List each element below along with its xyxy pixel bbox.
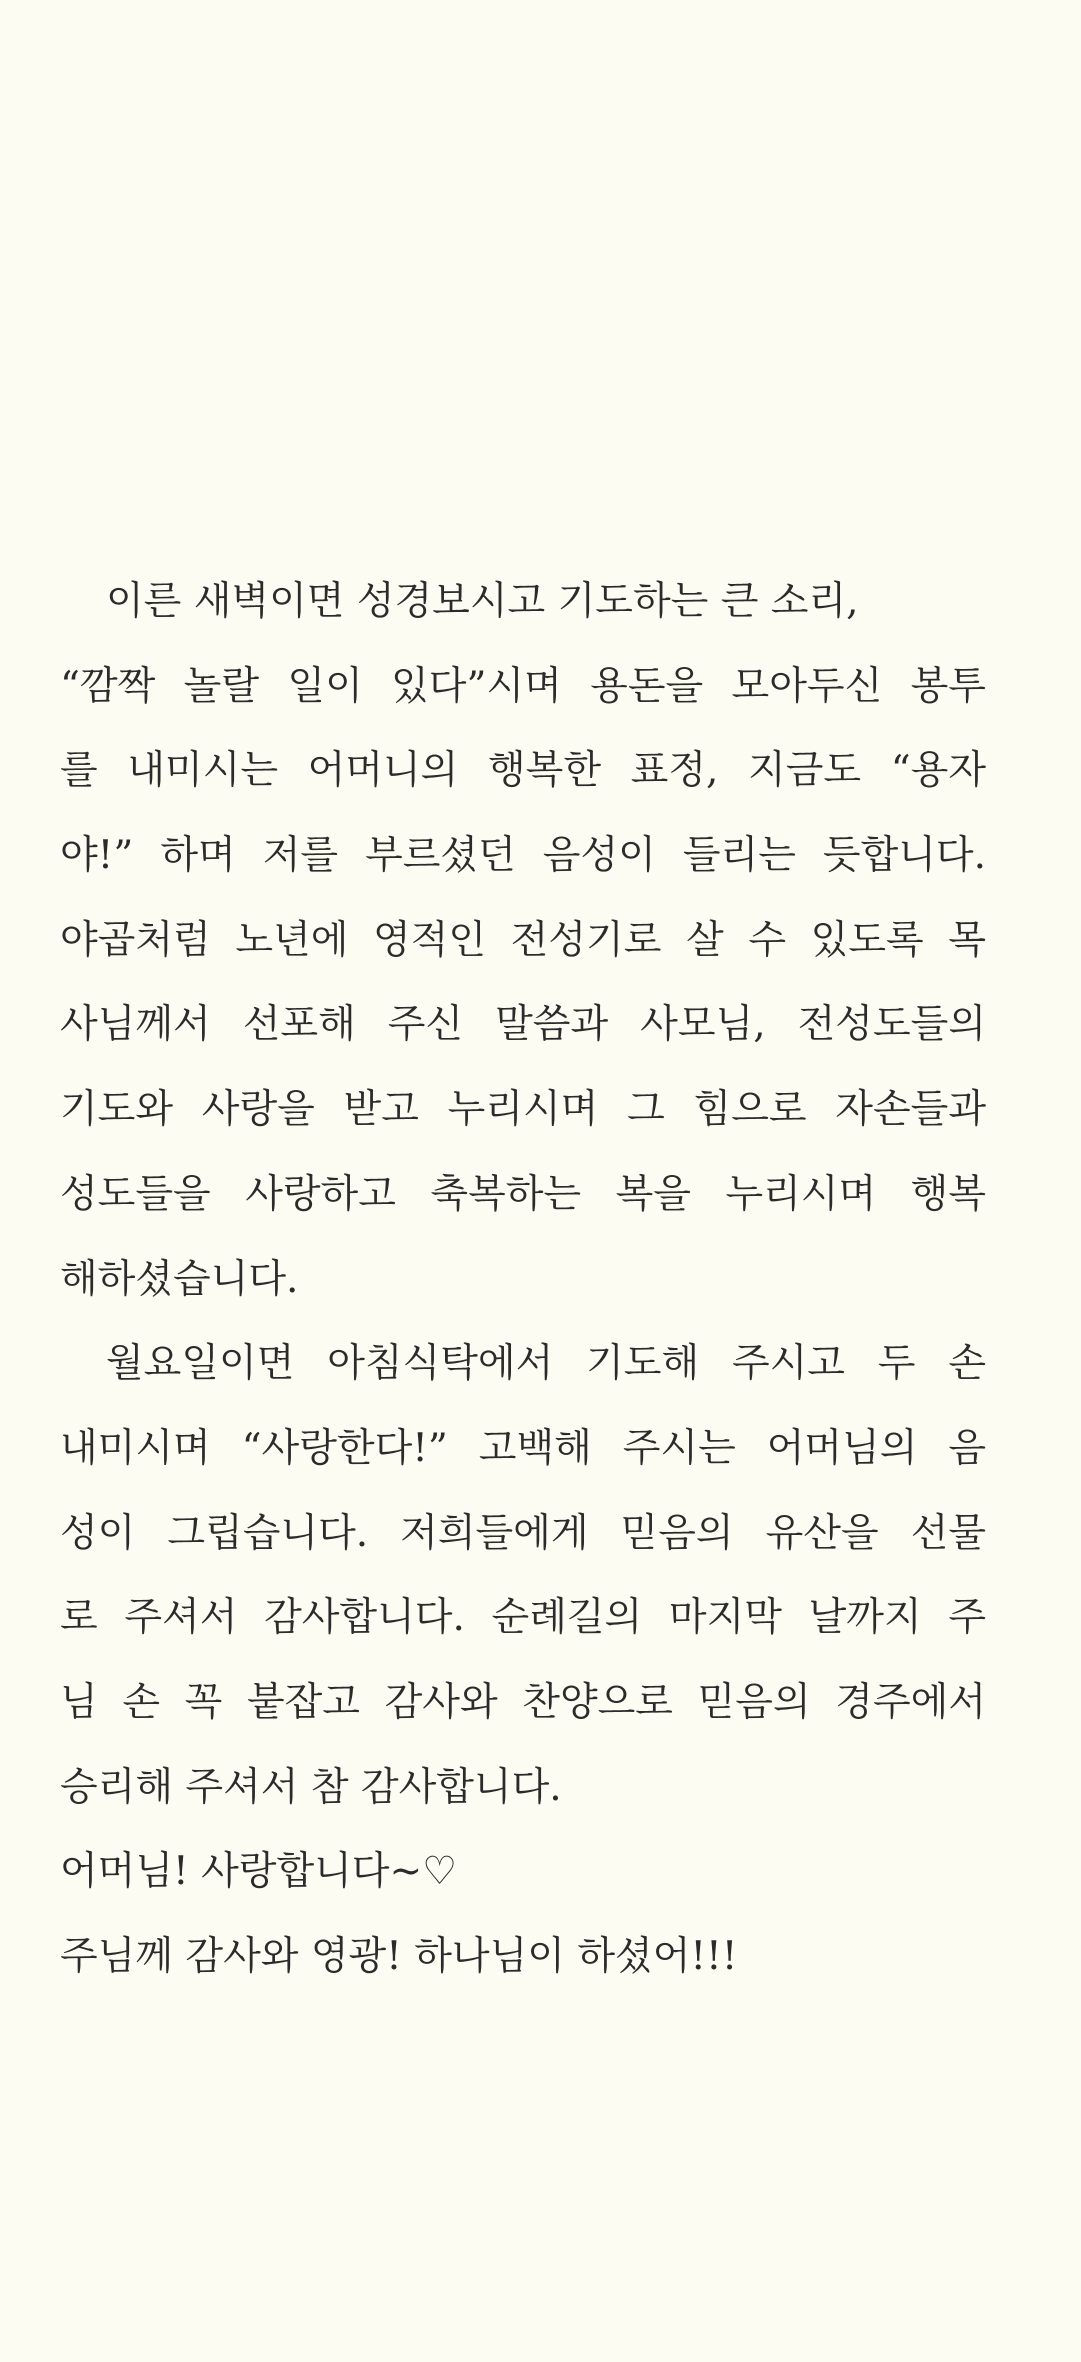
text-line: 월요일이면 아침식탁에서 기도해 주시고 두 손 <box>106 1341 986 1387</box>
text-line: 야곱처럼 노년에 영적인 전성기로 살 수 있도록 목 <box>60 917 986 963</box>
text-line: 어머님! 사랑합니다~♡ <box>60 1849 458 1895</box>
text-line: “깜짝 놀랄 일이 있다”시며 용돈을 모아두신 봉투 <box>60 663 986 709</box>
text-line: 기도와 사랑을 받고 누리시며 그 힘으로 자손들과 <box>60 1087 986 1133</box>
text-line: 승리해 주셔서 참 감사합니다. <box>60 1764 562 1810</box>
letter-body <box>60 560 986 2000</box>
text-line: 사님께서 선포해 주신 말씀과 사모님, 전성도들의 <box>60 1002 986 1048</box>
text-line: 이른 새벽이면 성경보시고 기도하는 큰 소리, <box>106 579 859 624</box>
text-line: 해하셨습니다. <box>60 1256 299 1302</box>
text-line: 성이 그립습니다. 저희들에게 믿음의 유산을 선물 <box>60 1510 986 1556</box>
text-line: 성도들을 사랑하고 축복하는 복을 누리시며 행복 <box>60 1171 986 1217</box>
text-line: 야!” 하며 저를 부르셨던 음성이 들리는 듯합니다. <box>60 833 986 879</box>
text-line: 로 주셔서 감사합니다. 순례길의 마지막 날까지 주 <box>60 1595 986 1641</box>
text-line: 를 내미시는 어머니의 행복한 표정, 지금도 “용자 <box>60 748 986 794</box>
text-line: 내미시며 “사랑한다!” 고백해 주시는 어머님의 음 <box>60 1425 986 1471</box>
text-line: 주님께 감사와 영광! 하나님이 하셨어!!! <box>60 1934 738 1979</box>
text-line: 님 손 꼭 붙잡고 감사와 찬양으로 믿음의 경주에서 <box>60 1679 986 1725</box>
